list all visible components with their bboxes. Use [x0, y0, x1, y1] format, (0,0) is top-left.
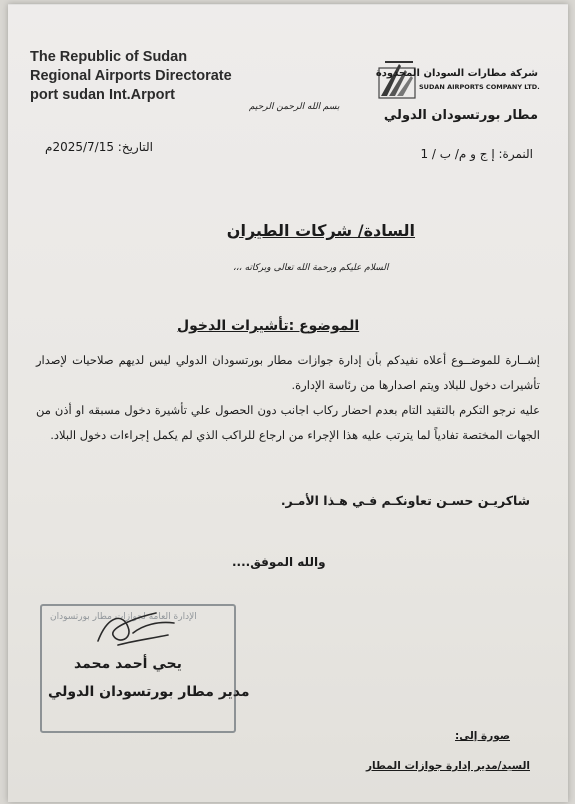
copy-recipient: السيد/مدير إدارة جوازات المطار: [366, 760, 530, 772]
signer-name: يحي أحمد محمد: [74, 656, 182, 672]
company-name-arabic: شركة مطارات السودان المحدودة: [375, 68, 538, 79]
letterhead-line-airport: port sudan Int.Arport: [30, 87, 175, 103]
english-letterhead: [30, 48, 232, 105]
letter-date: التاريخ: 2025/7/15م: [45, 140, 153, 154]
reference-number: النمرة: إ ج و م/ ب / 1: [420, 147, 533, 161]
greeting: السلام عليكم ورحمة الله تعالى وبركاته ،،،: [233, 263, 389, 273]
thanks-line: شاكريـن حسـن تعاونكـم فـي هـذا الأمـر.: [280, 493, 530, 508]
closing-line: والله الموفق....: [232, 555, 326, 569]
stamp-text: الإدارة العامة لجوازات مطار بورتسودان: [50, 612, 197, 622]
addressee: السادة/ شركات الطيران: [226, 221, 415, 240]
copy-to-label: صورة إلى:: [455, 730, 510, 742]
body-paragraph-1: إشــارة للموضــوع أعلاه نفيدكم بأن إدارة جوازات مطار بورتسودان الدولي ليس لديهم صلاحيات لإصدار تأشيرات دخول للبلاد ويتم اصدارها من رئاسة الإدارة.: [36, 353, 540, 392]
letterhead-line-republic: The Republic of Sudan: [30, 49, 188, 65]
paper-edge: [8, 4, 568, 5]
letterhead-line-directorate: Regional Airports Directorate: [30, 68, 232, 84]
sudan-airports-logo-icon: [377, 58, 417, 100]
signer-title: مدير مطار بورتسودان الدولي: [48, 684, 250, 700]
subject-line: الموضوع :تأشيرات الدخول: [177, 318, 360, 334]
body-paragraph-2: عليه نرجو التكرم بالتقيد التام بعدم احضار ركاب اجانب دون الحصول علي تأشيرة دخول مسبقه او أذن من الجهات المختصة تفادياً لما يترتب عليه هذا الإجراء من ارجاع للراكب الذي لم يكمل إجراءات دخول البلاد.: [36, 403, 540, 442]
handwritten-signature-icon: [78, 605, 188, 653]
airport-name-arabic: مطار بورتسودان الدولي: [383, 108, 538, 123]
basmala: بسم الله الرحمن الرحيم: [249, 102, 340, 112]
letter-body: [36, 348, 540, 448]
company-name-english: SUDAN AIRPORTS COMPANY LTD.: [419, 83, 540, 91]
